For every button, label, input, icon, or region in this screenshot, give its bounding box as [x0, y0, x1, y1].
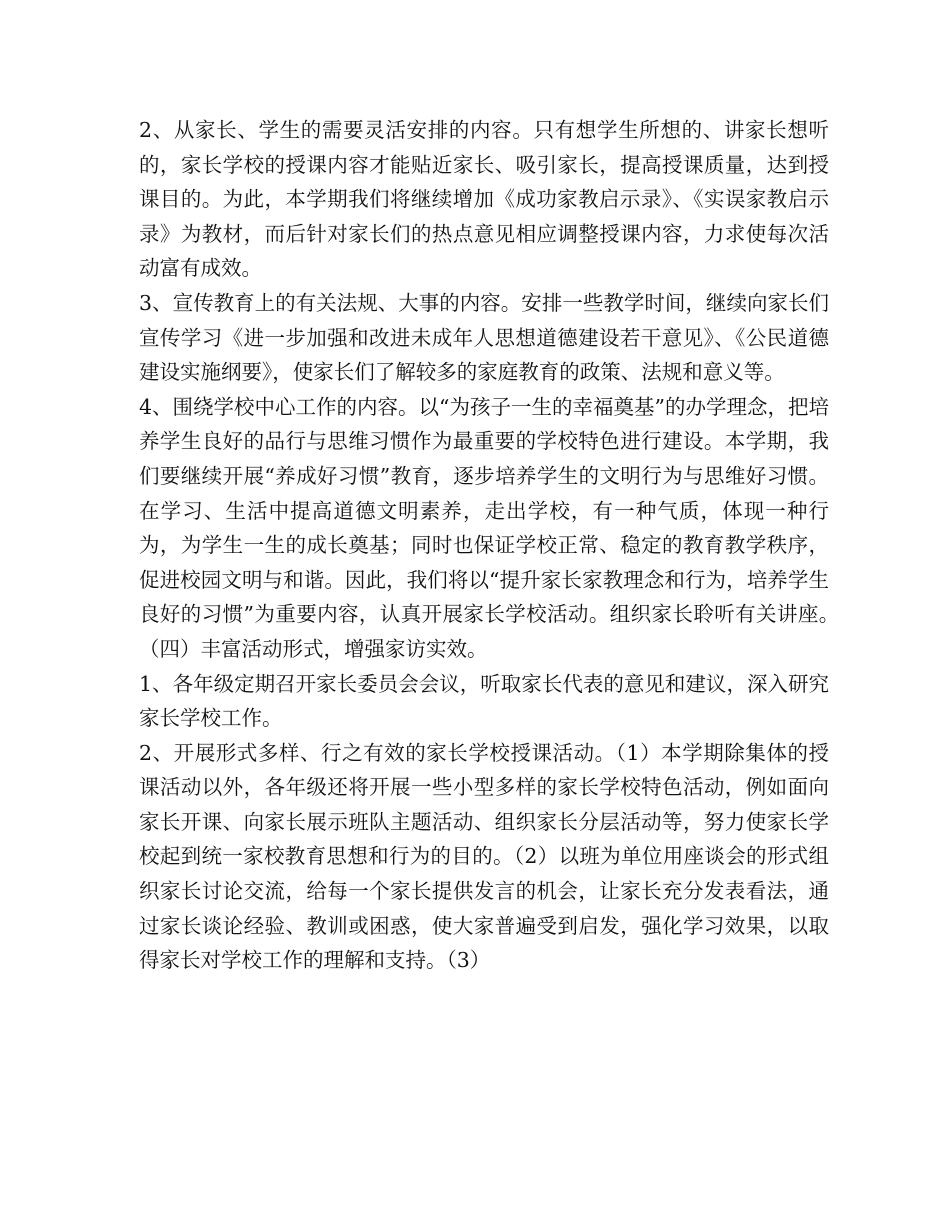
paragraph-content-point-3: 3、宣传教育上的有关法规、大事的内容。安排一些教学时间，继续向家长们宣传学习《进一步加强和改进未成年人思想道德建设若干意见》、《公民道德建设实施纲要》，使家长们了解较多的家庭教育的政策、法规和意义等。 [139, 290, 829, 385]
paragraph-activity-point-1: 1、各年级定期召开家长委员会会议，听取家长代表的意见和建议，深入研究家长学校工作。 [139, 671, 829, 731]
paragraph-content-point-4: 4、围绕学校中心工作的内容。以“为孩子一生的幸福奠基”的办学理念，把培养学生良好的品行与思维习惯作为最重要的学校特色进行建设。本学期，我们要继续开展“养成好习惯”教育，逐步培养学生的文明行为与思维好习惯。在学习、生活中提高道德文明素养，走出学校，有一种气质，体现一种行为，为学生一生的成长奠基；同时也保证学校正常、稳定的教育教学秩序，促进校园文明与和谐。因此，我们将以“提升家长家教理念和行为，培养学生良好的习惯”为重要内容，认真开展家长学校活动。组织家长聆听有关讲座。 （四）丰富活动形式，增强家访实效。 [139, 394, 850, 661]
paragraph-activity-point-2: 2、开展形式多样、行之有效的家长学校授课活动。（1）本学期除集体的授课活动以外，各年级还将开展一些小型多样的家长学校特色活动，例如面向家长开课、向家长展示班队主题活动、组织家长分层活动等，努力使家长学校起到统一家校教育思想和行为的目的。（2）以班为单位用座谈会的形式组织家长讨论交流，给每一个家长提供发言的机会，让家长充分发表看法，通过家长谈论经验、教训或困惑，使大家普遍受到启发，强化学习效果，以取得家长对学校工作的理解和支持。（3） [139, 740, 829, 973]
paragraph-content-point-2: 2、从家长、学生的需要灵活安排的内容。只有想学生所想的、讲家长想听的，家长学校的授课内容才能贴近家长、吸引家长，提高授课质量，达到授课目的。为此，本学期我们将继续增加《成功家教启示录》、《实误家教启示录》为教材，而后针对家长们的热点意见相应调整授课内容，力求使每次活动富有成效。 [139, 118, 829, 281]
document-body [139, 113, 850, 978]
